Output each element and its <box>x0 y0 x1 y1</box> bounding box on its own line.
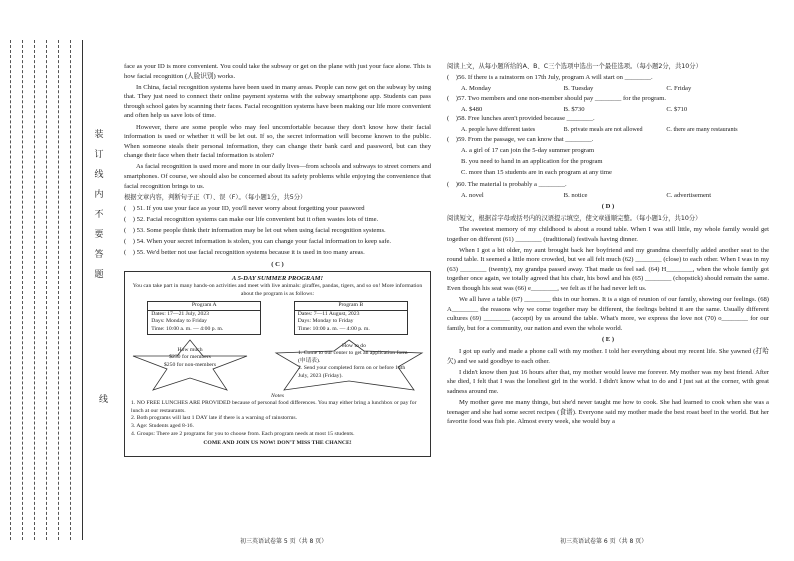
mc-option: C. more than 15 students are in each program at any time <box>461 169 612 177</box>
tf-question: ( ) 54. When your secret information is stolen, you can change your facial information to keep safe. <box>124 238 392 246</box>
seal-char: 答 <box>94 250 104 260</box>
poster-title: A 5-DAY SUMMER PROGRAM! <box>231 275 324 283</box>
cloze-instruction: 阅读短文，根据首字母或括号内的汉语提示填空，使文章通顺完整。（每小题1分，共10分） <box>447 214 702 222</box>
program-a-box <box>147 301 261 334</box>
how-much-title: How much <box>177 346 203 353</box>
passage-e-paragraph: My mother gave me many things, but she'd never taught me how to cook. She had learned to cook when she was a teenager and she had some secret recipes (食谱). Everyone said my mother made the best roast beef in the world. But her favorite food was fish pie. Almost every week, she would buy a <box>447 399 769 426</box>
passage-b-paragraph: As facial recognition is used more and more in our daily lives—from schools and subways to street corners and smartphones. Of course, we should also be concerned about its safety problems while enjoying the convenience that facial recognition brings to us. <box>124 163 431 190</box>
program-table <box>131 301 424 334</box>
mc-option: A. novel <box>461 191 484 199</box>
mc-question-stem: ( )60. The material is probably a ________. <box>447 180 567 188</box>
how-much-star <box>131 339 249 391</box>
seal-char: 装 <box>94 130 104 140</box>
binding-dash-line <box>46 40 47 540</box>
mc-question-stem: ( )56. If there is a rainstorm on 17th July, program A will start on ________. <box>447 74 653 82</box>
program-a-dates: Dates: 17—21 July, 2023 <box>151 310 210 317</box>
mc-instruction: 阅读上文，从每小题所给的A、B、C三个选项中选出一个最佳选项。（每小题2分，共10分） <box>447 63 702 70</box>
how-to-step: 2. Send your completed form on or before 14th July, 2023 (Friday). <box>298 365 406 379</box>
how-to-text <box>274 339 424 381</box>
binding-dash-line <box>22 40 23 540</box>
mc-option: B. private meals are not allowed <box>563 126 643 133</box>
section-e-heading: ( E ) <box>601 336 615 344</box>
poster-note: 3. Age: Students aged 8-16. <box>131 422 194 429</box>
notes-title: Notes <box>271 392 284 399</box>
mc-options <box>447 126 769 136</box>
poster-intro: You can take part in many hands-on activities and meet with live animals: giraffes, pandas, tigers, and so on! More information about the program is as follows: <box>132 282 423 297</box>
mc-option: A. people have different tastes <box>461 126 536 133</box>
program-a-name: Program A <box>148 302 260 311</box>
binding-margin <box>0 0 118 561</box>
program-b-time: Time: 10:00 a. m. — 4:00 p. m. <box>297 325 370 332</box>
poster-note: 1. NO FREE LUNCHES ARE PROVIDED because of personal food differences. You may either bring a lunchbox or pay for lunch at our restaurants. <box>131 400 417 414</box>
binding-dash-line <box>34 40 35 540</box>
poster-note: 4. Groups: There are 2 programs for you to choose from. Each program needs at most 15 students. <box>131 430 355 437</box>
left-page-column <box>124 62 431 457</box>
page-footer-left: 初三英语试卷第 5 页（共 8 页） <box>240 538 328 545</box>
how-much-non-members: $250 for non-members <box>163 361 217 368</box>
seal-char: 内 <box>94 190 104 200</box>
mc-option: A. a girl of 17 can join the 5-day summer program <box>461 147 595 155</box>
binding-seal-text <box>88 130 110 290</box>
how-to-title: How to do <box>341 342 366 349</box>
tf-question: ( ) 53. Some people think their information may be let out when using facial recognition systems. <box>124 227 386 234</box>
mc-option: C. Friday <box>666 85 692 93</box>
right-page-column <box>447 62 769 428</box>
program-b-name: Program B <box>295 302 407 311</box>
mc-options <box>447 191 769 201</box>
binding-dash-line <box>58 40 59 540</box>
page-footer-right: 初三英语试卷第 6 页（共 8 页） <box>560 538 648 545</box>
mc-question-stem: ( )59. From the passage, we can know that ________. <box>447 136 594 144</box>
mc-option: C. there are many restaurants <box>666 126 738 133</box>
how-much-members: $230 for members <box>169 354 211 361</box>
passage-b-paragraph: face as your ID is more convenient. You could take the subway or get on the plane with just your face alone. This is how facial recognition (人脸识别) works. <box>124 63 431 80</box>
mc-option: B. notice <box>563 191 588 199</box>
mc-option: A. $480 <box>461 105 483 113</box>
mc-question-stem: ( )57. Two members and one non-member should pay ________ for the program. <box>447 94 666 102</box>
poster-closing: COME AND JOIN US NOW! DON'T MISS THE CHANCE! <box>203 440 352 447</box>
summer-program-poster <box>124 271 431 457</box>
how-to-star <box>274 339 424 391</box>
mc-option: A. Monday <box>461 85 492 93</box>
binding-dash-line <box>10 40 11 540</box>
tf-question: ( ) 52. Facial recognition systems can make our life convenient but it often wastes lots of time. <box>124 215 379 223</box>
mc-options <box>447 84 769 94</box>
program-b-days: Days: Monday to Friday <box>297 318 354 325</box>
tf-instruction: 根据文章内容，判断句子正（T）、误（F）。（每小题1分，共5分） <box>124 193 307 201</box>
passage-e-paragraph: I didn't know then just 16 hours after that, my mother would leave me forever. My mother was my best friend. After she died, I felt that I was the loneliest girl in the world. I didn't know what to do and I just sat at the corner, with great sadness around me. <box>447 368 769 395</box>
cloze-paragraph: We all have a table (67) ________ this in our homes. It is a sign of reunion of our family, showing our feelings. (68) A________ the reasons why we come together may be different, the feelings behind it are the same. Usually different cultures (69) ________ (accept) by us around the table. What's more, we express the love not (70) o________ for our family, but for a community, our nation and even the whole world. <box>447 296 769 332</box>
program-b-box <box>294 301 408 334</box>
mc-option: C. advertisement <box>666 191 712 199</box>
mc-option: B. you need to hand in an application for the program <box>461 158 603 166</box>
passage-e-paragraph: I got up early and made a phone call with my mother. I told her everything about my recent life. She yawned (打哈欠) and we said goodbye to each other. <box>447 348 769 365</box>
section-d-heading: ( D ) <box>601 203 615 211</box>
seal-char: 题 <box>94 270 104 280</box>
program-a-time: Time: 10:00 a. m. — 4:00 p. m. <box>151 325 224 332</box>
mc-option: C. $710 <box>666 105 688 113</box>
poster-note: 2. Both programs will last 1 DAY late if there is a warning of rainstorms. <box>131 415 298 422</box>
tf-question: ( ) 51. If you use your face as your ID, you'll never worry about forgetting your password <box>124 204 365 212</box>
mc-option: B. $730 <box>563 105 585 113</box>
passage-b-paragraph: In China, facial recognition systems have been used in many areas. People can now get on the subway by using that. They just need to connect their online payment systems with the subway smartphone app. Students can pass through school gates by scanning their faces. Facial recognition systems have been making our life more convenient and often help us save lots of time. <box>124 83 431 120</box>
mc-options <box>447 105 769 115</box>
cloze-paragraph: The sweetest memory of my childhood is about a round table. When I was still little, my whole family would get together on different (61) ________ (traditional) festivals having dinner. <box>447 225 769 243</box>
seal-char: 要 <box>94 230 104 240</box>
cloze-paragraph: When I got a bit older, my aunt brought back her boyfriend and my grandma cheerfully added another seat to the round table. It seemed a little more crowded, but we all felt much (62) ________ (close) to each other. When I was in my (63) ________ (twenty), my grandpa passed away. That made us feel sad. (64) H________, when the whole family got together once again, we totally agreed that his chair, his bowl and his (65) ________ (chopstick) should remain the same. Even though his seat was (66) e________, we felt as if he had never left us. <box>447 246 769 292</box>
binding-dash-line <box>70 40 71 540</box>
mc-question-stem: ( )58. Free lunches aren't provided because ________. <box>447 115 595 123</box>
program-b-dates: Dates: 7—11 August, 2023 <box>297 310 360 317</box>
section-c-heading: ( C ) <box>271 260 284 268</box>
poster-star-boxes <box>131 339 424 391</box>
how-much-text <box>131 339 249 370</box>
seal-char: 线 <box>94 170 104 180</box>
mc-option: B. Tuesday <box>563 85 594 93</box>
program-a-days: Days: Monday to Friday <box>151 318 208 325</box>
seal-char: 不 <box>94 210 104 220</box>
seal-char: 订 <box>94 150 104 160</box>
tf-question: ( ) 55. We'd better not use facial recognition systems because it is used in too many areas. <box>124 249 365 257</box>
binding-mark: 线 <box>99 395 109 405</box>
binding-solid-line <box>82 40 83 540</box>
passage-b-paragraph: However, there are some people who may feel uncomfortable because they don't know how their facial information is used or whether it will be let out. If so, the secret information will become known to the public. When someone steals their personal information, they can change their bank card and password, but can they change their face when their facial information is stolen? <box>124 123 431 160</box>
how-to-step: 1. Come to our center to get an application form (申请表). <box>298 350 408 364</box>
